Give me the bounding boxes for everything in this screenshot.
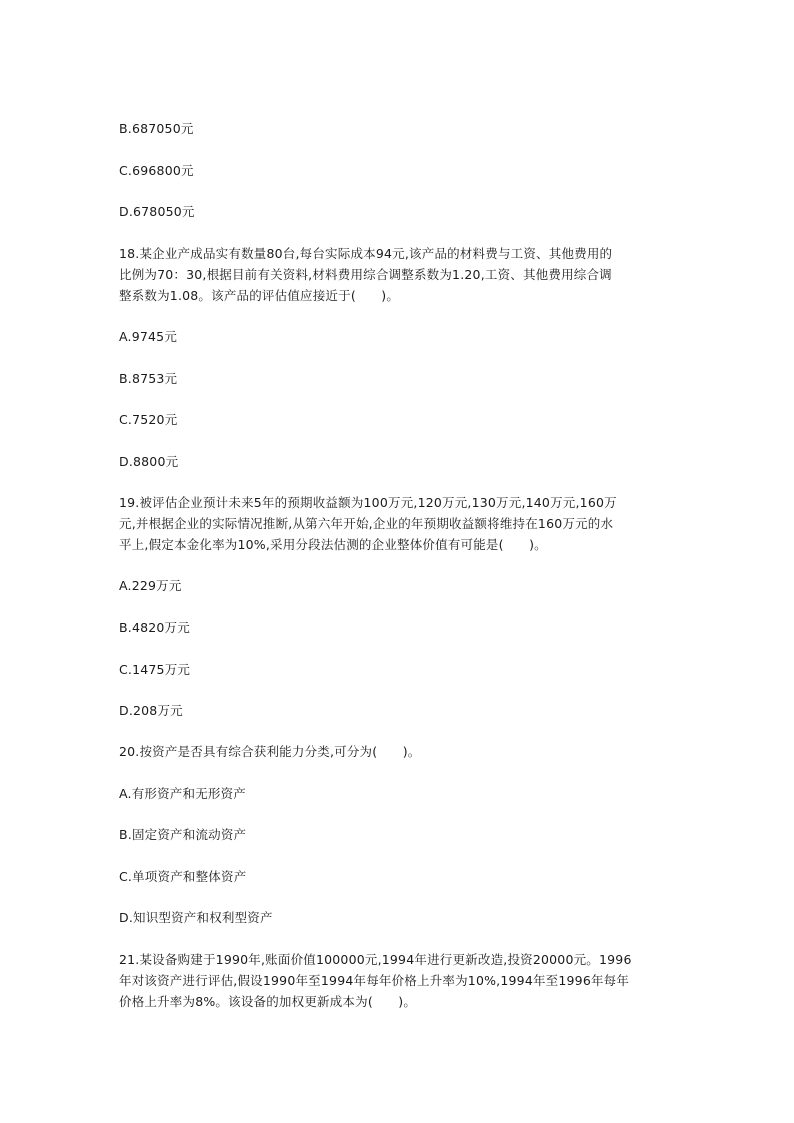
question-19-option-a: A.229万元: [119, 578, 182, 593]
question-19-option-d: D.208万元: [119, 703, 183, 718]
question-18-option-c: C.7520元: [119, 412, 178, 427]
question-20-option-b: B.固定资产和流动资产: [119, 827, 247, 842]
question-20-option-c: C.单项资产和整体资产: [119, 869, 247, 884]
option-d: D.678050元: [119, 204, 195, 219]
question-20-option-a: A.有形资产和无形资产: [119, 786, 247, 801]
question-19-option-c: C.1475万元: [119, 662, 191, 677]
question-20-stem-line-1: 20.按资产是否具有综合获利能力分类,可分为( )。: [119, 744, 421, 759]
question-18-option-d: D.8800元: [119, 454, 179, 469]
question-18-stem-line-3: 整系数为1.08。该产品的评估值应接近于( )。: [119, 288, 400, 303]
question-18-option-a: A.9745元: [119, 329, 178, 344]
question-21-stem-line-2: 年对该资产进行评估,假设1990年至1994年每年价格上升率为10%,1994年至1996年每年: [119, 973, 630, 988]
option-b: B.687050元: [119, 121, 194, 136]
question-21-stem-line-1: 21.某设备购建于1990年,账面价值100000元,1994年进行更新改造,投资20000元。1996: [119, 952, 632, 967]
question-18-stem-line-1: 18.某企业产成品实有数量80台,每台实际成本94元,该产品的材料费与工资、其他费用的: [119, 246, 613, 261]
question-19-option-b: B.4820万元: [119, 620, 190, 635]
question-19-stem-line-1: 19.被评估企业预计未来5年的预期收益额为100万元,120万元,130万元,140万元,160万: [119, 495, 617, 510]
question-20-option-d: D.知识型资产和权利型资产: [119, 910, 273, 925]
question-19-stem-line-2: 元,并根据企业的实际情况推断,从第六年开始,企业的年预期收益额将维持在160万元的水: [119, 516, 614, 531]
question-21-stem-line-3: 价格上升率为8%。该设备的加权更新成本为( )。: [119, 994, 417, 1009]
question-19-stem-line-3: 平上,假定本金化率为10%,采用分段法估测的企业整体价值有可能是( )。: [119, 537, 547, 552]
question-18-stem-line-2: 比例为70：30,根据目前有关资料,材料费用综合调整系数为1.20,工资、其他费用综合调: [119, 267, 612, 282]
question-18-option-b: B.8753元: [119, 371, 178, 386]
option-c: C.696800元: [119, 163, 194, 178]
